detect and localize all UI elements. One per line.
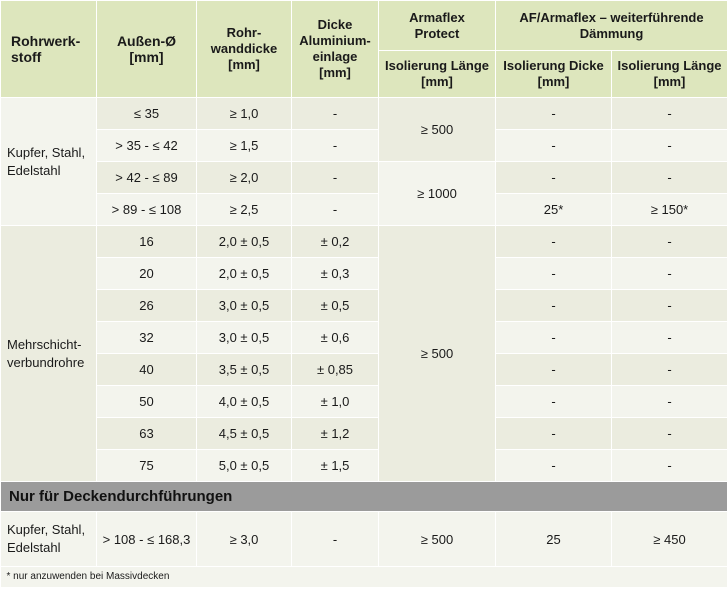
cell-af-length: - bbox=[612, 226, 727, 258]
cell-af-thickness: - bbox=[496, 322, 612, 354]
table-row bbox=[1, 98, 727, 130]
cell-af-length: ≥ 450 bbox=[612, 512, 727, 567]
cell-af-thickness: - bbox=[496, 98, 612, 130]
cell-af-thickness: 25* bbox=[496, 194, 612, 226]
cell-wall: ≥ 2,0 bbox=[197, 162, 292, 194]
cell-outer-diameter: > 35 - ≤ 42 bbox=[97, 130, 197, 162]
cell-outer-diameter: 16 bbox=[97, 226, 197, 258]
cell-alu: ± 0,5 bbox=[292, 290, 379, 322]
cell-wall: 5,0 ± 0,5 bbox=[197, 450, 292, 482]
cell-outer-diameter: ≤ 35 bbox=[97, 98, 197, 130]
cell-outer-diameter: 32 bbox=[97, 322, 197, 354]
cell-af-length: - bbox=[612, 162, 727, 194]
group1-ap-bottom: ≥ 1000 bbox=[379, 162, 496, 226]
cell-alu: ± 1,0 bbox=[292, 386, 379, 418]
group1-ap-top: ≥ 500 bbox=[379, 98, 496, 162]
cell-af-thickness: - bbox=[496, 130, 612, 162]
cell-ap-length: ≥ 500 bbox=[379, 512, 496, 567]
cell-outer-diameter: 26 bbox=[97, 290, 197, 322]
cell-wall: 3,5 ± 0,5 bbox=[197, 354, 292, 386]
cell-af-thickness: - bbox=[496, 162, 612, 194]
cell-af-thickness: - bbox=[496, 226, 612, 258]
cell-outer-diameter: 50 bbox=[97, 386, 197, 418]
cell-af-length: - bbox=[612, 258, 727, 290]
header-armaflex-protect: Armaflex Protect bbox=[379, 1, 496, 51]
cell-af-length: - bbox=[612, 290, 727, 322]
cell-alu: ± 0,2 bbox=[292, 226, 379, 258]
cell-af-length: - bbox=[612, 386, 727, 418]
cell-wall: 2,0 ± 0,5 bbox=[197, 258, 292, 290]
table-row bbox=[1, 194, 727, 226]
cell-af-length: - bbox=[612, 418, 727, 450]
table-row bbox=[1, 386, 727, 418]
cell-outer-diameter: 40 bbox=[97, 354, 197, 386]
cell-outer-diameter: > 89 - ≤ 108 bbox=[97, 194, 197, 226]
cell-af-thickness: - bbox=[496, 354, 612, 386]
cell-alu: ± 1,2 bbox=[292, 418, 379, 450]
table-row bbox=[1, 130, 727, 162]
header-af-thickness: Isolierung Dicke [mm] bbox=[496, 51, 612, 98]
cell-wall: 4,5 ± 0,5 bbox=[197, 418, 292, 450]
cell-wall: ≥ 1,5 bbox=[197, 130, 292, 162]
cell-af-length: - bbox=[612, 130, 727, 162]
cell-af-thickness: - bbox=[496, 450, 612, 482]
header-aluminium-layer: Dicke Aluminium- einlage [mm] bbox=[292, 1, 379, 98]
cell-outer-diameter: 20 bbox=[97, 258, 197, 290]
table-row bbox=[1, 162, 727, 194]
header-af-armaflex: AF/Armaflex – weiterführende Dämmung bbox=[496, 1, 727, 51]
table-row bbox=[1, 354, 727, 386]
cell-alu: - bbox=[292, 194, 379, 226]
ceiling-material: Kupfer, Stahl, Edelstahl bbox=[1, 512, 97, 567]
table-row bbox=[1, 322, 727, 354]
section-title: Nur für Deckendurchführungen bbox=[1, 482, 727, 512]
table-row bbox=[1, 290, 727, 322]
cell-af-length: - bbox=[612, 98, 727, 130]
cell-wall: ≥ 2,5 bbox=[197, 194, 292, 226]
group1-material: Kupfer, Stahl, Edelstahl bbox=[1, 98, 97, 226]
cell-af-thickness: - bbox=[496, 290, 612, 322]
cell-outer-diameter: 75 bbox=[97, 450, 197, 482]
cell-alu: ± 0,3 bbox=[292, 258, 379, 290]
table-row bbox=[1, 512, 727, 567]
cell-alu: - bbox=[292, 512, 379, 567]
cell-af-thickness: - bbox=[496, 258, 612, 290]
cell-wall: 3,0 ± 0,5 bbox=[197, 290, 292, 322]
table-row bbox=[1, 258, 727, 290]
cell-af-thickness: 25 bbox=[496, 512, 612, 567]
cell-af-length: - bbox=[612, 354, 727, 386]
header-material: Rohrwerk- stoff bbox=[1, 1, 97, 98]
header-outer-diameter: Außen-Ø [mm] bbox=[97, 1, 197, 98]
table-row bbox=[1, 418, 727, 450]
cell-af-thickness: - bbox=[496, 418, 612, 450]
group2-ap: ≥ 500 bbox=[379, 226, 496, 482]
cell-wall: 4,0 ± 0,5 bbox=[197, 386, 292, 418]
cell-outer-diameter: > 108 - ≤ 168,3 bbox=[97, 512, 197, 567]
cell-af-thickness: - bbox=[496, 386, 612, 418]
cell-wall: 2,0 ± 0,5 bbox=[197, 226, 292, 258]
cell-wall: ≥ 1,0 bbox=[197, 98, 292, 130]
cell-alu: ± 0,6 bbox=[292, 322, 379, 354]
cell-alu: - bbox=[292, 130, 379, 162]
table-row bbox=[1, 226, 727, 258]
footnote: * nur anzuwenden bei Massivdecken bbox=[1, 567, 727, 587]
cell-alu: - bbox=[292, 98, 379, 130]
cell-alu: ± 1,5 bbox=[292, 450, 379, 482]
header-af-length: Isolierung Länge [mm] bbox=[612, 51, 727, 98]
cell-outer-diameter: > 42 - ≤ 89 bbox=[97, 162, 197, 194]
cell-alu: - bbox=[292, 162, 379, 194]
header-ap-length: Isolierung Länge [mm] bbox=[379, 51, 496, 98]
cell-outer-diameter: 63 bbox=[97, 418, 197, 450]
cell-alu: ± 0,85 bbox=[292, 354, 379, 386]
cell-wall: 3,0 ± 0,5 bbox=[197, 322, 292, 354]
cell-af-length: - bbox=[612, 450, 727, 482]
header-wall-thickness: Rohr- wanddicke [mm] bbox=[197, 1, 292, 98]
cell-wall: ≥ 3,0 bbox=[197, 512, 292, 567]
table-row bbox=[1, 450, 727, 482]
cell-af-length: ≥ 150* bbox=[612, 194, 727, 226]
group2-material: Mehrschicht- verbundrohre bbox=[1, 226, 97, 482]
cell-af-length: - bbox=[612, 322, 727, 354]
